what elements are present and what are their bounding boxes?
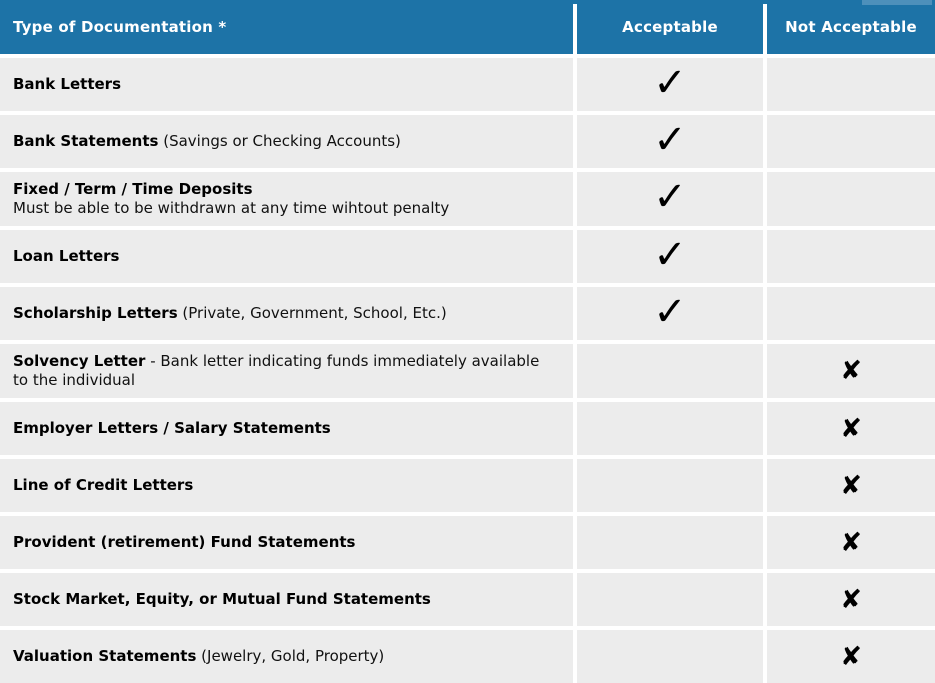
acceptable-cell (577, 172, 763, 226)
doc-type-cell (0, 230, 573, 283)
doc-text (13, 247, 119, 266)
not-acceptable-cell (767, 230, 935, 283)
acceptable-cell (577, 459, 763, 512)
doc-type-cell (0, 459, 573, 512)
doc-title: Fixed / Term / Time Deposits (13, 180, 253, 198)
not-acceptable-cell (767, 459, 935, 512)
not-acceptable-cell (767, 630, 935, 683)
doc-title: Bank Letters (13, 75, 122, 93)
check-icon: ✓ (653, 116, 687, 163)
doc-text (13, 75, 121, 94)
doc-text (13, 476, 193, 495)
doc-title: Bank Statements (13, 132, 159, 150)
doc-text (13, 590, 431, 609)
not-acceptable-cell (767, 287, 935, 340)
doc-type-cell (0, 344, 573, 398)
doc-type-cell (0, 516, 573, 569)
acceptable-cell (577, 573, 763, 626)
acceptable-cell (577, 287, 763, 340)
acceptable-cell (577, 630, 763, 683)
not-acceptable-cell (767, 573, 935, 626)
check-icon: ✓ (653, 174, 687, 220)
doc-type-cell (0, 172, 573, 226)
doc-text (13, 419, 331, 438)
doc-text (13, 533, 355, 552)
cross-icon: ✘ (840, 470, 862, 501)
not-acceptable-cell (767, 344, 935, 398)
acceptable-cell (577, 230, 763, 283)
acceptable-cell (577, 58, 763, 111)
doc-type-cell (0, 630, 573, 683)
doc-type-cell (0, 287, 573, 340)
doc-text (13, 352, 545, 390)
header-top-border (0, 0, 935, 4)
acceptable-cell (577, 402, 763, 455)
check-icon: ✓ (653, 231, 687, 278)
cross-icon: ✘ (840, 356, 862, 386)
doc-text (13, 132, 401, 151)
not-acceptable-cell (767, 58, 935, 111)
doc-type-cell (0, 115, 573, 168)
doc-detail: Must be able to be withdrawn at any time wihtout penalty (13, 199, 450, 217)
doc-title: Loan Letters (13, 247, 120, 265)
not-acceptable-cell (767, 402, 935, 455)
not-acceptable-cell (767, 115, 935, 168)
doc-title: Employer Letters / Salary Statements (13, 419, 331, 437)
doc-title: Valuation Statements (13, 647, 197, 665)
acceptable-cell (577, 344, 763, 398)
doc-title: Solvency Letter (13, 352, 146, 370)
doc-title: Stock Market, Equity, or Mutual Fund Statements (13, 590, 431, 608)
doc-title: Scholarship Letters (13, 304, 178, 322)
cross-icon: ✘ (840, 641, 862, 672)
doc-detail: (Private, Government, School, Etc.) (177, 304, 447, 322)
doc-type-cell (0, 402, 573, 455)
doc-type-cell (0, 573, 573, 626)
check-icon: ✓ (653, 288, 687, 335)
not-acceptable-cell (767, 516, 935, 569)
doc-type-cell (0, 58, 573, 111)
doc-text (13, 180, 449, 218)
acceptable-cell (577, 516, 763, 569)
header-not-acceptable: Not Acceptable (767, 0, 935, 54)
doc-text (13, 647, 384, 666)
cross-icon: ✘ (840, 413, 862, 444)
top-right-notch (862, 0, 932, 5)
doc-title: Provident (retirement) Fund Statements (13, 533, 356, 551)
acceptable-cell (577, 115, 763, 168)
check-icon: ✓ (653, 59, 687, 106)
doc-detail: - Bank letter indicating funds immediately available to the individual (13, 352, 540, 389)
cross-icon: ✘ (840, 584, 862, 615)
doc-detail: (Savings or Checking Accounts) (158, 132, 401, 150)
cross-icon: ✘ (840, 527, 862, 558)
header-acceptable: Acceptable (577, 0, 763, 54)
doc-detail: (Jewelry, Gold, Property) (196, 647, 385, 665)
doc-text (13, 304, 447, 323)
header-type-of-documentation: Type of Documentation * (0, 0, 573, 54)
not-acceptable-cell (767, 172, 935, 226)
doc-title: Line of Credit Letters (13, 476, 194, 494)
